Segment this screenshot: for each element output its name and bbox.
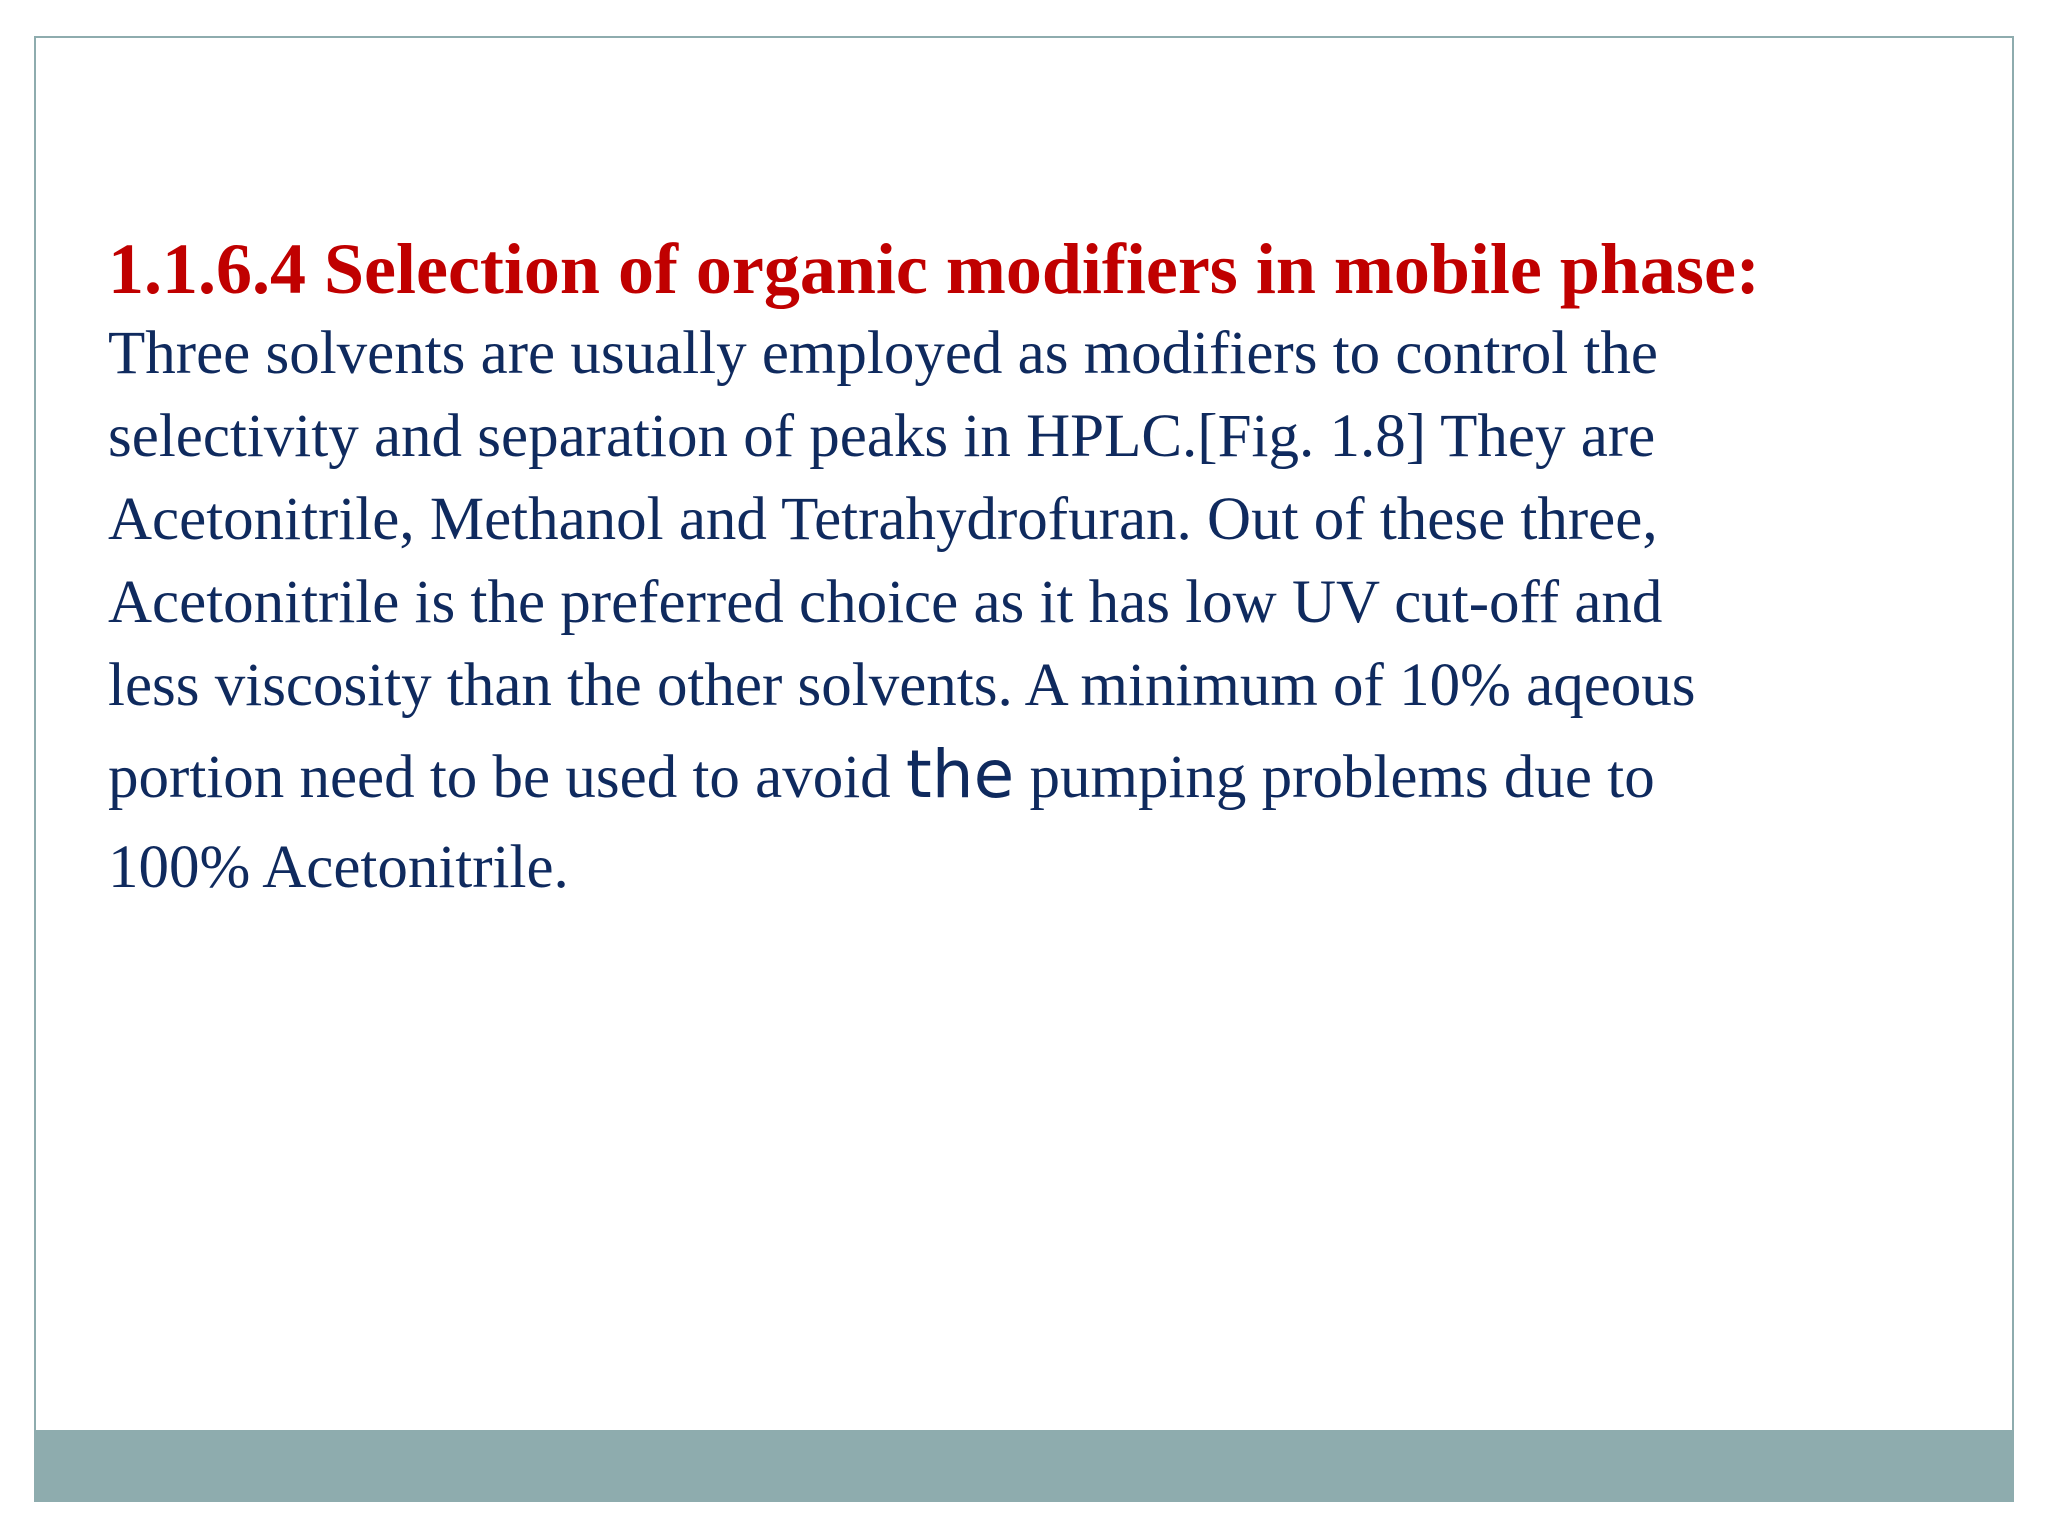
body-line-5: less viscosity than the other solvents. A minimum of 10% aqeous: [108, 652, 1696, 719]
body-line-6-end: pumping problems due to: [1014, 744, 1655, 811]
body-line-7: 100% Acetonitrile.: [108, 834, 569, 901]
body-paragraph: [108, 312, 1988, 909]
body-line-6-emphasis: the: [905, 736, 1015, 813]
body-line-4: Acetonitrile is the preferred choice as it has low UV cut-off and: [108, 569, 1663, 636]
slide: [34, 36, 2014, 1502]
body-line-6: [108, 727, 1988, 826]
body-line-3: Acetonitrile, Methanol and Tetrahydrofuran. Out of these three,: [108, 486, 1658, 553]
body-line-2: selectivity and separation of peaks in HPLC.[Fig. 1.8] They are: [108, 403, 1656, 470]
body-line-6-start: portion need to be used to avoid: [108, 744, 906, 811]
footer-accent-bar: [36, 1430, 2012, 1500]
body-line-1: Three solvents are usually employed as modifiers to control the: [108, 320, 1658, 387]
slide-content: [108, 226, 1988, 909]
section-heading: 1.1.6.4 Selection of organic modifiers in mobile phase:: [108, 229, 1760, 309]
